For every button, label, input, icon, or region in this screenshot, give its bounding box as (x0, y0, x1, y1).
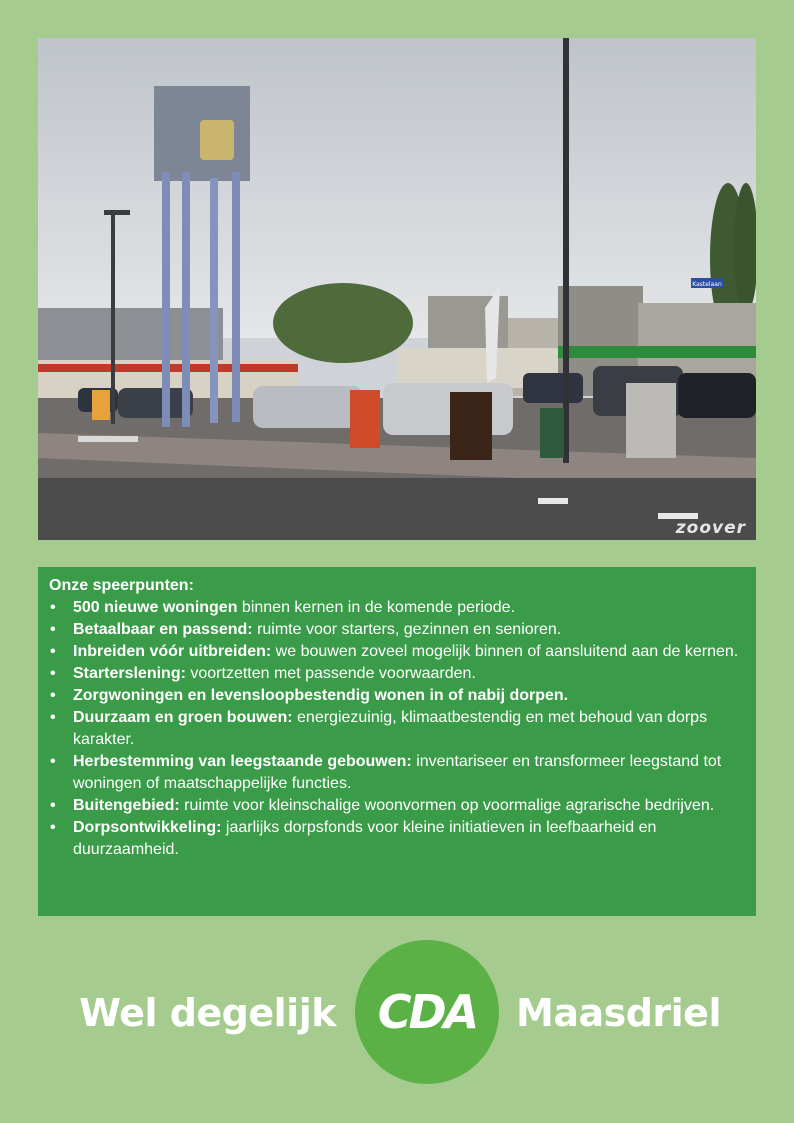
list-item (49, 663, 742, 685)
item-bold: Betaalbaar en passend: (73, 621, 253, 638)
item-bold: Starterslening: (73, 665, 186, 682)
street-sign-text: Kastelaan (692, 281, 722, 288)
item-bold: Dorpsontwikkeling: (73, 819, 222, 836)
speerpunten-heading: Onze speerpunten: (49, 577, 194, 594)
footer-slogan (0, 940, 794, 1086)
photo-illustration (38, 38, 756, 540)
town-square-photo (38, 38, 756, 540)
speerpunten-list (49, 597, 742, 861)
item-bold: Duurzaam en groen bouwen: (73, 709, 293, 726)
item-bold: Buitengebied: (73, 797, 180, 814)
list-item (49, 817, 742, 861)
item-bold: Herbestemming van leegstaande gebouwen: (73, 753, 412, 770)
list-item (49, 641, 742, 663)
list-item (49, 619, 742, 641)
list-item (49, 597, 742, 619)
item-text: voortzetten met passende voorwaarden. (185, 665, 476, 682)
speerpunten-box (38, 567, 756, 916)
item-text: inventariseer en transformeer leegstand tot woningen of maatschappelijke functies. (73, 753, 722, 792)
slogan-left: Wel degelijk (79, 991, 336, 1035)
photo-watermark: zoover (675, 518, 746, 538)
list-item (49, 707, 742, 751)
item-bold: 500 nieuwe woningen (73, 599, 238, 616)
list-item (49, 751, 742, 795)
item-bold: Zorgwoningen en levensloopbestendig wonen in of nabij dorpen. (73, 687, 569, 704)
item-text: we bouwen zoveel mogelijk binnen of aansluitend aan de kernen. (271, 643, 739, 660)
item-text: ruimte voor starters, gezinnen en senioren. (252, 621, 562, 638)
item-text: energiezuinig, klimaatbestendig en met behoud van dorps karakter. (73, 709, 708, 748)
item-text: ruimte voor kleinschalige woonvormen op voormalige agrarische bedrijven. (179, 797, 715, 814)
slogan-right: Maasdriel (516, 991, 721, 1035)
list-item (49, 795, 742, 817)
item-text: binnen kernen in de komende periode. (237, 599, 516, 616)
item-bold: Inbreiden vóór uitbreiden: (73, 643, 272, 660)
cda-logo (355, 940, 499, 1084)
cda-logo-text: CDA (377, 985, 477, 1039)
list-item (49, 685, 742, 707)
item-text: jaarlijks dorpsfonds voor kleine initiatieven in leefbaarheid en duurzaamheid. (73, 819, 657, 858)
